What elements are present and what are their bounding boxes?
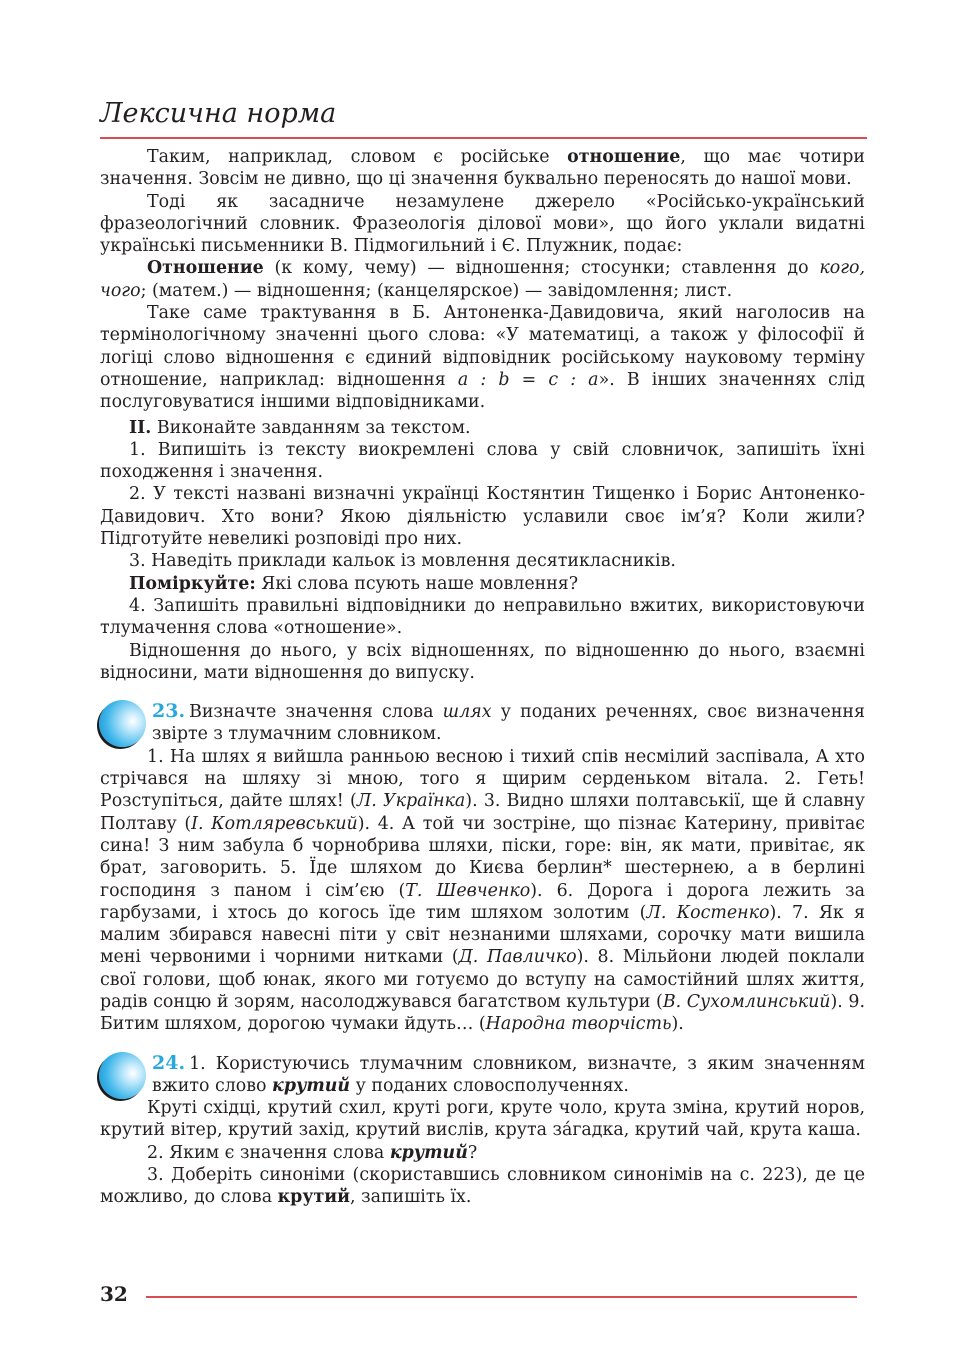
section-title: Лексична норма <box>100 98 337 129</box>
task-4-phrases: Відношення до нього, у всіх відношеннях, по відношенню до нього, взаємні відносини, мати відношення до випуску. <box>100 640 865 683</box>
task-heading: II. Виконайте завданням за текстом. <box>129 417 471 438</box>
title-divider <box>100 137 867 139</box>
intro-paragraph-2: Тоді як засадниче незамулене джерело «Російсько-український фразеологічний словник. Фразеологія ділової мови», що його уклали видатні українські письменники В. Підмогильний і Є. Плужник, подає: <box>100 191 865 257</box>
task-4: 4. Запишіть правильні відповідники до неправильно вжитих, використовуючи тлумачення слова «отношение». <box>100 595 865 639</box>
intro-paragraph-4: Таке саме трактування в Б. Антоненка-Давидовича, який наголосив на термінологічному значенні цього слова: «У математиці, а також у філософії й логіці слово відношення є єдиний відповідник російському науковому терміну отношение, наприклад: відношення a : b = c : a». В інших значеннях слід послуговуватися іншими відповідниками. <box>100 303 866 413</box>
exercise-24-question-3: 3. Доберіть синоніми (скориставшись словником синонімів на с. 223), де це можливо, до слова крутий, запишіть їх. <box>100 1165 865 1208</box>
intro-paragraph-1: Таким, наприклад, словом є російське отношение, що має чотири значення. Зовсім не дивно, що ці значення буквально переносять до нашої мови. <box>100 147 865 190</box>
task-2: 2. У тексті названі визначні українці Костянтин Тищенко і Борис Антоненко-Давидович. Хто вони? Якою діяльністю уславили своє ім’я? Коли жили? Підготуйте невеликі розповіді про них. <box>100 484 865 550</box>
exercise-23 <box>100 700 865 1035</box>
exercise-23-sentences: 1. На шлях я вийшла ранньою весною і тихий спів несмілий заспівала, А хто стрічався на шляху зі мною, того я щирим серденьком вітала. 2. Геть! Розступіться, дайте шлях! (Л. Українка). 3. Видно шляхи полтавськії, ще й славну Полтаву (І. Котляревський). 4. А той чи зостріне, що пізнає Катерину, привітає сина! З ним забула б чорнобрива шляхи, піски, горе: він, як мати, привітає, як брат, заговорить. 5. Їде шляхом до Києва берлин* шестернею, а в берлині господиня з паном і сім’єю (Т. Шевченко). 6. Дорога і дорога лежить за гарбузами, і хтось до когось їде тим шляхом золотим (Л. Костенко). 7. Як я малим збирався навесні піти у світ незнаними шляхами, сорочку мати вишила мені червоними і чорними нитками (Д. Павличко). 8. Мільйони людей поклали свої голови, щоб юнак, якого ми готуємо до вступу на самостійний шлях життя, радів сонцю й зорям, насолоджувався багатством культури (В. Сухомлинський). 9. Битим шляхом, дорогою чумаки йдуть… (Народна творчість). <box>100 746 866 1035</box>
task-1: 1. Випишіть із тексту виокремлені слова у свій словничок, запишіть їхні походження і значення. <box>100 439 865 483</box>
exercise-23-number: 23. <box>152 700 186 723</box>
page-number: 32 <box>100 1282 128 1306</box>
exercise-24 <box>100 1052 865 1209</box>
exercise-24-badge-icon <box>99 1052 146 1099</box>
footer-divider <box>146 1296 857 1298</box>
exercise-24-phrases: Круті східці, крутий схил, круті роги, круте чоло, крута зміна, крутий норов, крутий вітер, крутий захід, крутий вислів, крута за́гадка, крутий чай, крута каша. <box>100 1098 865 1141</box>
dictionary-entry: Отношение (к кому, чему) — відношення; стосунки; ставлення до кого, чого; (матем.) — відношення; (канцелярское) — завідомлення; лист. <box>100 258 865 301</box>
exercise-23-question: 23. Визначте значення слова шлях у поданих реченнях, своє визначення звірте з тлумачним словником. <box>152 700 865 745</box>
page-body <box>100 146 865 1209</box>
exercise-23-badge-icon <box>99 700 146 747</box>
exercise-24-number: 24. <box>152 1051 186 1074</box>
task-3-reflect: Поміркуйте: Які слова псують наше мовлення? <box>129 573 579 594</box>
exercise-24-question-2: 2. Яким є значення слова крутий? <box>147 1142 478 1163</box>
task-3: 3. Наведіть приклади кальок із мовлення десятикласників. <box>129 551 676 572</box>
exercise-24-question: 24. 1. Користуючись тлумачним словником, визначте, з яким значенням вжито слово крутий у поданих словосполученнях. <box>152 1051 865 1096</box>
